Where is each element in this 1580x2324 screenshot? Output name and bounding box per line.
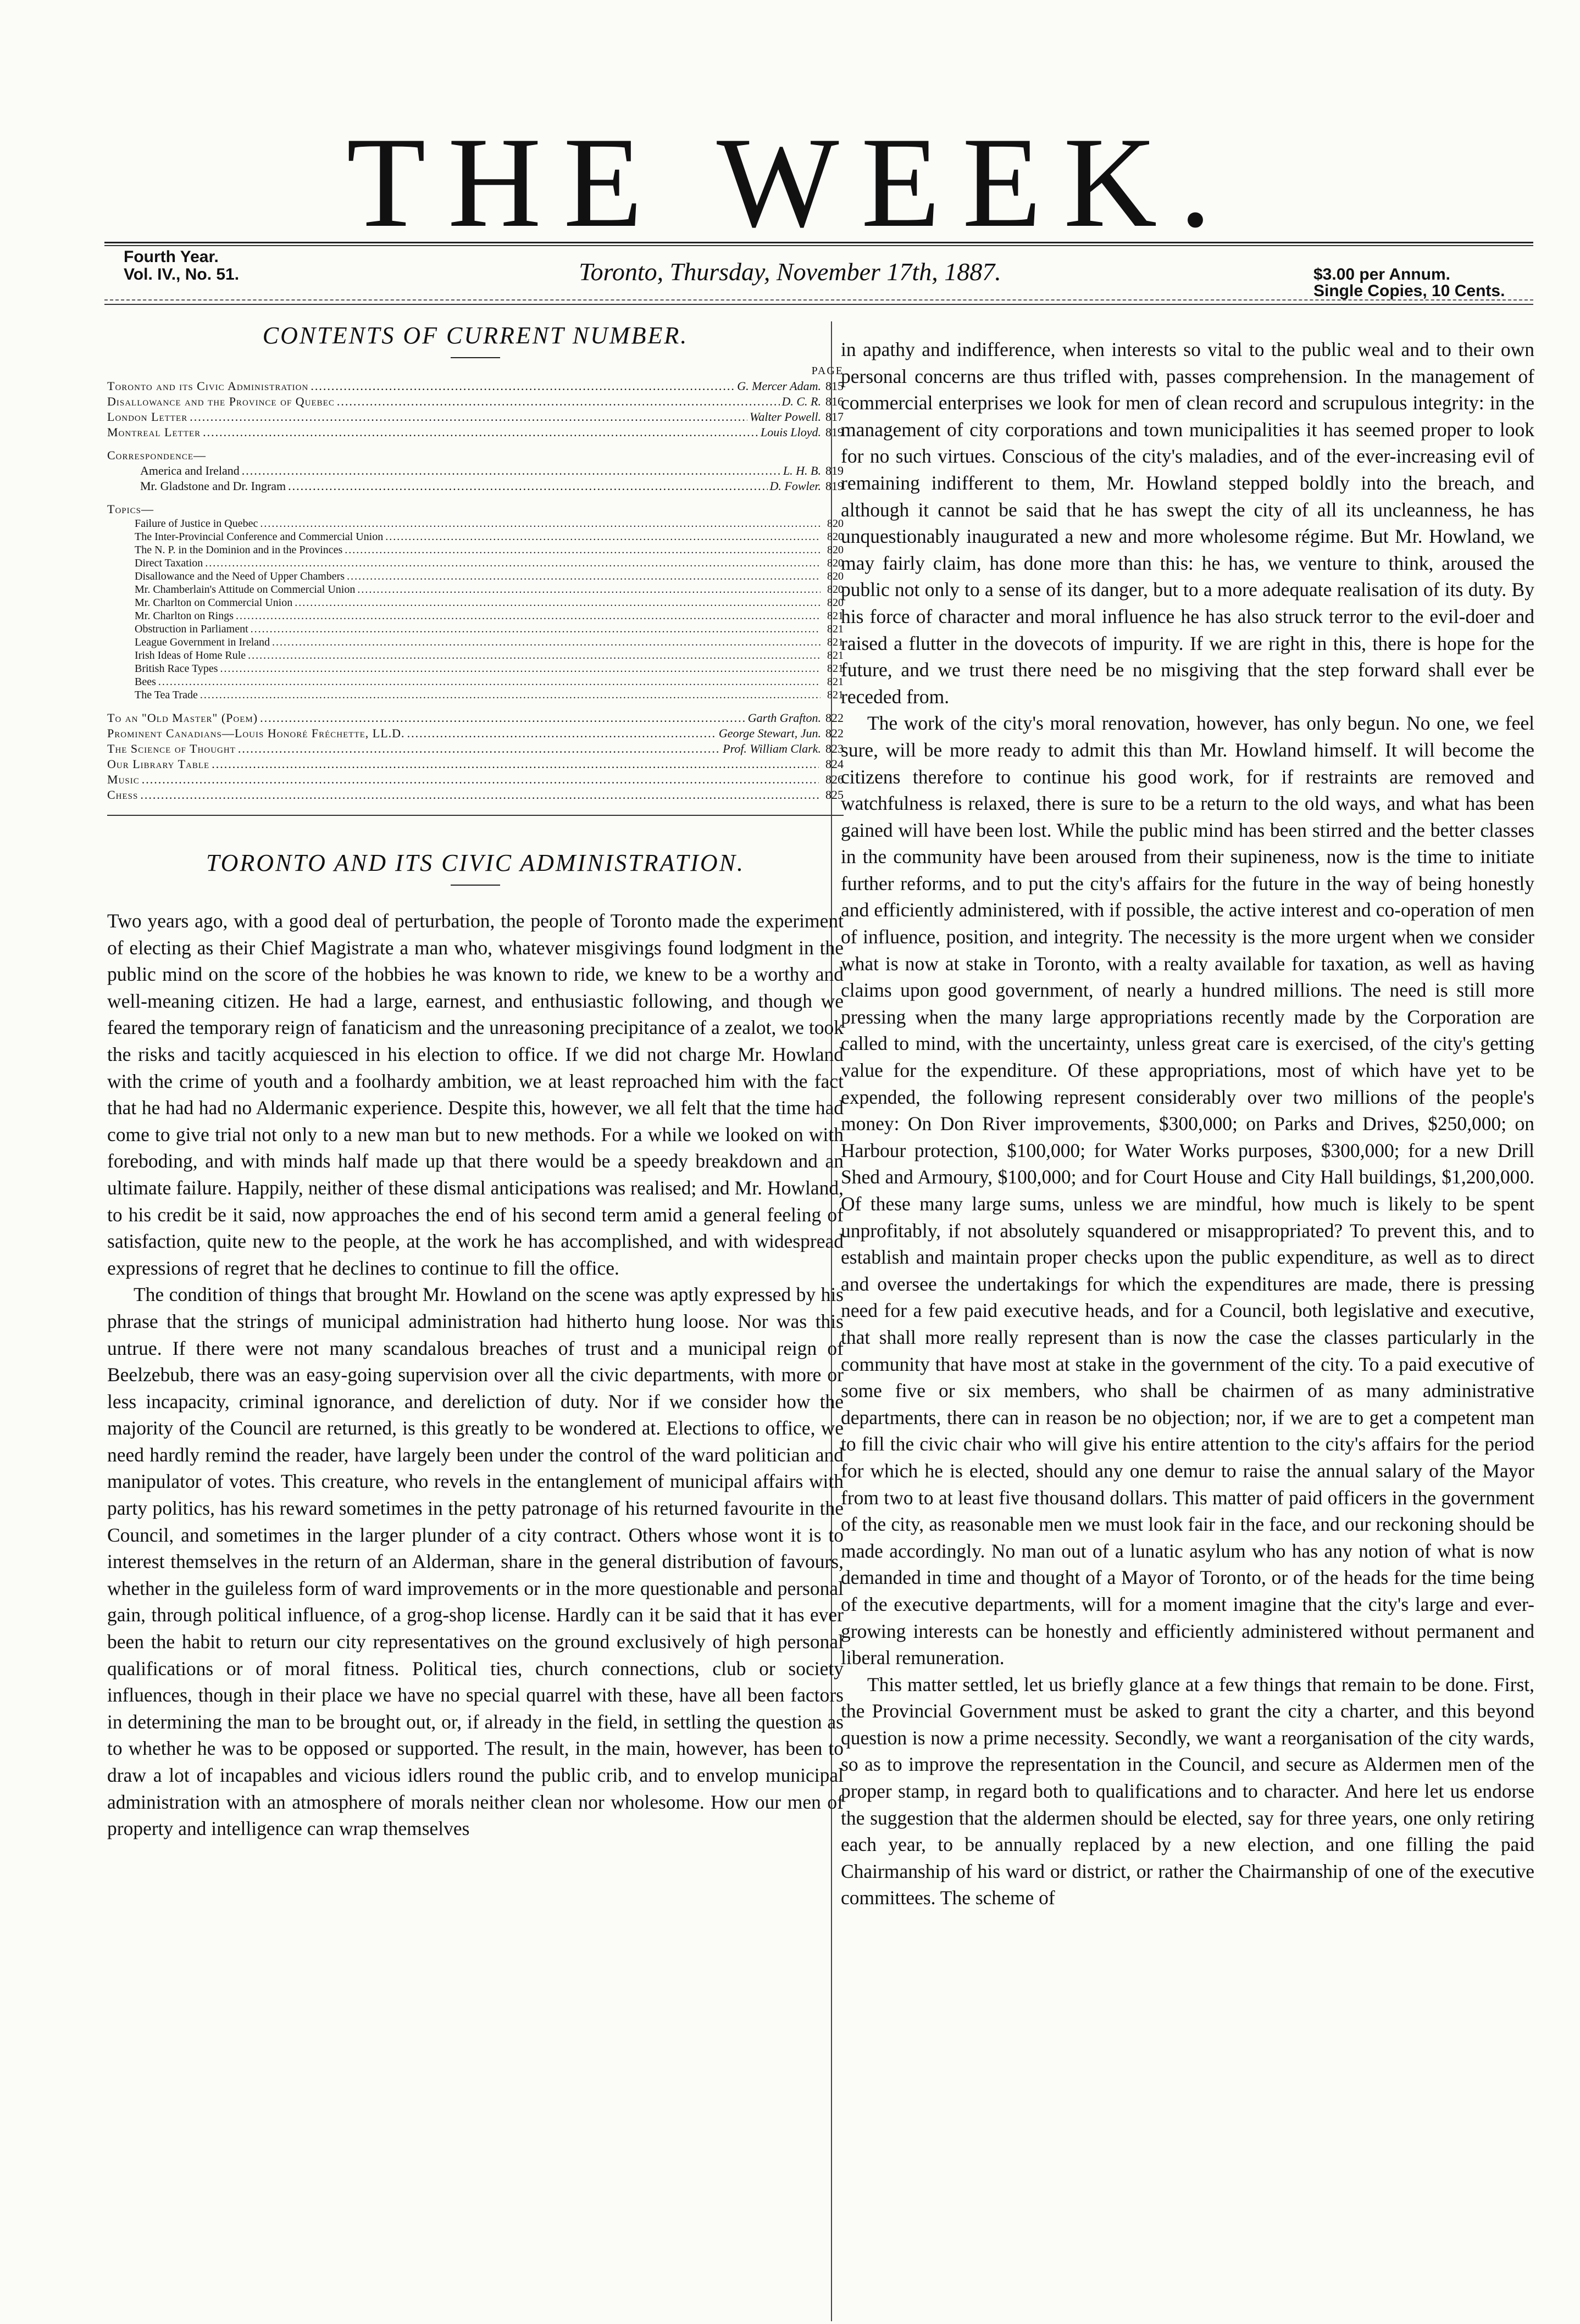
toc-topics-list: [107, 517, 844, 702]
toc-entry[interactable]: America and Ireland ..... L. H. B. 819: [107, 463, 844, 479]
toc-topic-entry[interactable]: Mr. Charlton on Rings ..... 821: [135, 609, 844, 622]
article-paragraph: This matter settled, let us briefly glance at a few things that remain to be done. First, the Provincial Government must be asked to grant the city a charter, and this beyond question is now a prime necessity. Secondly, we want a reorganisation of the city wards, so as to improve the representation in the Council, and secure as Aldermen men of the proper stamp, in regard both to qualifications and to character. And here let us endorse the suggestion that the aldermen should be elected, say for three years, one only retiring each year, to be annually replaced by a new election, and one filling the paid Chairmanship of his ward or district, or rather the Chairmanship of one of the executive committees. The scheme of: [841, 1673, 1534, 1909]
toc-topic-entry[interactable]: The Inter-Provincial Conference and Commercial Union ..... 820: [135, 530, 844, 543]
masthead-rule-top-2: [104, 245, 1533, 246]
toc-topic-entry[interactable]: British Race Types ..... 821: [135, 662, 844, 675]
left-column: [107, 321, 844, 1842]
issue-place-date: Toronto, Thursday, November 17th, 1887.: [579, 258, 1001, 286]
toc-topic-entry[interactable]: Irish Ideas of Home Rule ..... 821: [135, 649, 844, 662]
issue-volume: Vol. IV., No. 51.: [124, 265, 240, 283]
toc-entry[interactable]: Disallowance and the Province of Quebec ..... D. C. R. 816: [107, 394, 844, 409]
toc-entry[interactable]: Chess ..... 825: [107, 787, 844, 803]
toc-entry[interactable]: Prominent Canadians—Louis Honoré Fréchette, LL.D. ..... George Stewart, Jun. 822: [107, 726, 844, 741]
toc-entry[interactable]: Toronto and its Civic Administration ..... G. Mercer Adam. 815: [107, 379, 844, 394]
contents-heading: CONTENTS OF CURRENT NUMBER.: [262, 322, 689, 349]
toc-topic-entry[interactable]: Bees ..... 821: [135, 675, 844, 688]
article-body-left: [107, 908, 844, 1842]
issue-year: Fourth Year.: [124, 248, 219, 266]
toc-topic-entry[interactable]: The Tea Trade ..... 821: [135, 688, 844, 702]
toc-topic-entry[interactable]: Failure of Justice in Quebec ..... 820: [135, 517, 844, 530]
toc-topic-entry[interactable]: The N. P. in the Dominion and in the Provinces ..... 820: [135, 543, 844, 557]
article-body-right: [841, 336, 1534, 1911]
article-heading: TORONTO AND ITS CIVIC ADMINISTRATION.: [206, 849, 745, 876]
toc-entry[interactable]: London Letter ..... Walter Powell. 817: [107, 409, 844, 425]
toc-topic-entry[interactable]: Mr. Chamberlain's Attitude on Commercial Union ..... 820: [135, 583, 844, 596]
contents-page-label: PAGE: [811, 365, 844, 377]
toc-entry[interactable]: Montreal Letter ..... Louis Lloyd. 819: [107, 425, 844, 440]
toc-correspondence-label: Correspondence—: [107, 448, 207, 462]
toc-topic-entry[interactable]: League Government in Ireland ..... 821: [135, 636, 844, 649]
issue-price: $3.00 per Annum.: [1313, 265, 1450, 283]
contents-bottom-rule: [107, 815, 844, 816]
article-paragraph: in apathy and indifference, when interests so vital to the public weal and to their own personal concerns are thus trifled with, passes comprehension. In the management of commercial enterprises we look for men of clean record and scrupulous integrity: in the management of city corporations and town municipalities it has seemed proper to look for no such virtues. Conscious of the city's maladies, and of the ever-increasing evil of remaining indifferent to them, Mr. Howland stepped boldly into the breach, and although it cannot be said that he has swept the city of all its uncleanness, he has unquestionably inaugurated a new and more wholesome régime. But Mr. Howland, we may fairly claim, has done more than this: he has, we venture to think, aroused the public not only to a sense of its danger, but to a more adequate realisation of its duty. By his force of character and moral influence he has also struck terror to the evil-doer and raised a flutter in the dovecots of impurity. If we are right in this, there is hope for the future, and we trust there need be no misgiving that the step forward shall ever be receded from.: [841, 338, 1534, 708]
toc-entry[interactable]: The Science of Thought ..... Prof. William Clark. 823: [107, 741, 844, 757]
toc-entry[interactable]: Mr. Gladstone and Dr. Ingram ..... D. Fowler. 819: [107, 479, 844, 494]
article-paragraph: Two years ago, with a good deal of perturbation, the people of Toronto made the experiment of electing as their Chief Magistrate a man who, whatever misgivings found lodgment in the public mind on the score of the hobbies he was known to ride, we knew to be a worthy and well-meaning citizen. He had a large, earnest, and enthusiastic following, and though we feared the temporary reign of fanaticism and the unreasoning precipitance of a zealot, we took the risks and tacitly acquiesced in his election to office. If we did not charge Mr. Howland with the crime of youth and a foolhardy ambition, we at least reproached him with the fact that he had had no Aldermanic experience. Despite this, however, we all felt that the time had come to give trial not only to a new man but to new methods. For a while we looked on with foreboding, and with minds half made up that there would be a speedy breakdown and an ultimate failure. Happily, neither of these dismal anticipations was realised; and Mr. Howland, to his credit be it said, now approaches the end of his second term amid a general feeling of satisfaction, quite new to the people, at the work he has accomplished, and with widespread expressions of regret that he declines to continue to fill the office.: [107, 910, 844, 1279]
toc-topic-entry[interactable]: Disallowance and the Need of Upper Chambers ..... 820: [135, 570, 844, 583]
masthead-rule-top: [104, 242, 1533, 243]
toc-topic-entry[interactable]: Direct Taxation ..... 820: [135, 557, 844, 570]
toc-topic-entry[interactable]: Obstruction in Parliament ..... 821: [135, 622, 844, 636]
table-of-contents: [107, 379, 844, 803]
contents-divider: [451, 357, 500, 358]
toc-entry[interactable]: Music ..... 826: [107, 772, 844, 787]
masthead-title: THE WEEK.: [346, 111, 1234, 254]
issue-rule-bottom-2: [104, 304, 1533, 305]
issue-single-copies: Single Copies, 10 Cents.: [1313, 282, 1505, 300]
article-heading-divider: [451, 885, 500, 886]
toc-topic-entry[interactable]: Mr. Charlton on Commercial Union ..... 820: [135, 596, 844, 609]
toc-entry[interactable]: To an "Old Master" (Poem) ..... Garth Grafton. 822: [107, 710, 844, 726]
toc-entry[interactable]: Our Library Table ..... 824: [107, 757, 844, 772]
issue-rule-bottom: [104, 299, 1533, 301]
right-column: [841, 336, 1534, 1911]
toc-topics-label: Topics—: [107, 502, 154, 516]
issue-price-block: [1313, 266, 1505, 299]
article-paragraph: The work of the city's moral renovation, however, has only begun. No one, we feel sure, will be more ready to admit this than Mr. Howland himself. It will become the citizens therefore to continue his good work, for if restraints are removed and watchfulness is relaxed, there is sure to be a return to the old ways, and what has been gained will have been lost. While the public mind has been stirred and the better classes in the community have been aroused from their supineness, now is the time to initiate further reforms, and to put the city's affairs for the future in the way of being honestly and efficiently administered, with if possible, the active interest and co-operation of men of influence, position, and integrity. The necessity is the more urgent when we consider what is now at stake in Toronto, with a realty available for taxation, as well as having claims upon good government, of nearly a hundred millions. The need is still more pressing when the many large appropriations recently made by the Corporation are called to mind, with the uncertainty, unless great care is exercised, of the city's getting value for the expenditure. Of these appropriations, most of which have yet to be expended, the following represent considerably over two millions of the people's money: On Don River improvements, $300,000; on Parks and Drives, $250,000; on Harbour protection, $100,000; for Water Works purposes, $300,000; for a new Drill Shed and Armoury, $100,000; and for Court House and City Hall buildings, $1,200,000. Of these many large sums, unless we are mindful, how much is likely to be spent unprofitably, if not absolutely squandered or misappropriated? To prevent this, and to establish and maintain proper checks upon the public expenditure, as well as to direct and oversee the undertakings for which the expenditures are made, there is pressing need for a few paid executive heads, and for a Council, both legislative and executive, that shall more really represent than is now the case the classes particularly in the community that have most at stake in the government of the city. To a paid executive of some five or six members, who shall be chairmen of as many administrative departments, there can in reason be no objection; nor, if we are to get a competent man to fill the civic chair who will give his entire attention to the city's affairs for the period for which he is elected, should any one demur to raise the annual salary of the Mayor from two to at least five thousand dollars. This matter of paid officers in the government of the city, as reasonable men we must look fair in the face, and our reckoning should be made accordingly. No man out of a lunatic asylum who has any notion of what is now demanded in time and thought of a Mayor of Toronto, or of the heads for the time being of the executive departments, will for a moment imagine that the city's large and ever-growing interests can be honestly and efficiently administered without permanent and liberal remuneration.: [841, 712, 1534, 1669]
article-paragraph: The condition of things that brought Mr. Howland on the scene was aptly expressed by his phrase that the strings of municipal administration had hitherto hung loose. Nor was this untrue. If there were not many scandalous breaches of trust and a municipal reign of Beelzebub, there was an easy-going supervision over all the civic departments, with more or less incapacity, criminal ignorance, and dereliction of duty. Nor if we consider how the majority of the Council are returned, is this greatly to be wondered at. Elections to office, we need hardly remind the reader, have largely been under the control of the ward politician and manipulator of votes. This creature, who revels in the entanglement of municipal affairs with party politics, has his reward sometimes in the petty patronage of his returned favourite in the Council, and sometimes in the larger plunder of a city contract. Others whose wont it is to interest themselves in the return of an Alderman, share in the general distribution of favours, whether in the guileless form of ward improvements or in the more questionable and personal gain, through political influence, of a grog-shop license. Hardly can it be said that it has ever been the habit to return our city representatives on the ground exclusively of high personal qualifications or of moral fitness. Political ties, church connections, club or society influences, though in their place we have no special quarrel with these, have all been factors in determining the man to be brought out, or, if already in the field, in settling the question as to whether he was to be opposed or supported. The result, in the main, however, has been to draw a lot of incapables and vicious idlers round the public crib, and to envelop municipal administration with an atmosphere of morals neither clean nor wholesome. How our men of property and intelligence can wrap themselves: [107, 1283, 844, 1840]
